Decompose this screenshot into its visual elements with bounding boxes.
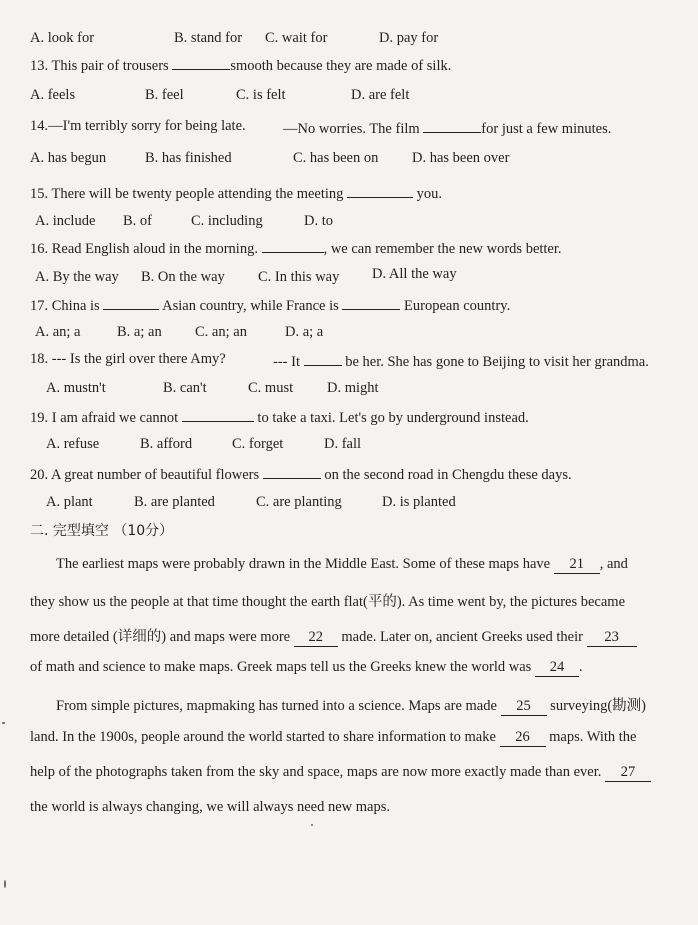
q16-option-b: B. On the way	[141, 269, 225, 285]
question-text: --- It	[273, 354, 300, 370]
q17-option-b: B. a; an	[117, 324, 162, 340]
blank-22: 22	[294, 629, 338, 647]
blank-23: 23	[587, 629, 637, 647]
question-text: smooth because they are made of silk.	[230, 58, 452, 74]
question-20	[30, 464, 572, 484]
question-text: , we can remember the new words better.	[323, 241, 562, 257]
answer-blank	[103, 295, 159, 310]
question-text: There will be twenty people attending the meeting	[51, 186, 344, 202]
q19-option-a: A. refuse	[46, 436, 100, 452]
passage-text: The earliest maps were probably drawn in the Middle East. Some of these maps have	[56, 556, 551, 572]
section-heading-cloze: 二. 完型填空 （10分）	[30, 523, 174, 539]
q20-option-b: B. are planted	[134, 494, 215, 510]
question-text: --- Is the girl over there Amy?	[51, 351, 226, 367]
passage-line	[30, 729, 637, 747]
blank-27: 27	[605, 764, 651, 782]
passage-text: surveying(勘测)	[550, 698, 647, 714]
answer-blank	[347, 183, 413, 198]
answer-blank	[423, 118, 481, 133]
answer-blank	[182, 407, 254, 422]
answer-blank	[304, 351, 342, 366]
question-text: on the second road in Chengdu these days.	[324, 467, 572, 483]
blank-25: 25	[501, 698, 547, 716]
question-number: 20.	[30, 467, 49, 483]
q18-option-a: A. mustn't	[46, 380, 106, 396]
question-number: 18.	[30, 351, 49, 367]
q19-option-d: D. fall	[324, 436, 362, 452]
q17-option-a: A. an; a	[35, 324, 81, 340]
q12-option-b: B. stand for	[174, 30, 243, 46]
q19-option-c: C. forget	[232, 436, 284, 452]
q20-option-d: D. is planted	[382, 494, 456, 510]
question-text: Read English aloud in the morning.	[51, 241, 258, 257]
q14-option-b: B. has finished	[145, 150, 232, 166]
passage-text: maps. With the	[549, 729, 637, 745]
question-17	[30, 295, 510, 315]
passage-text: help of the photographs taken from the sky and space, maps are now more exactly made than ever.	[30, 764, 602, 780]
question-text: to take a taxi. Let's go by underground instead.	[257, 410, 529, 426]
passage-line	[56, 556, 628, 574]
question-text: I am afraid we cannot	[51, 410, 179, 426]
passage-text: of math and science to make maps. Greek maps tell us the Greeks knew the world was	[30, 659, 532, 675]
question-18	[30, 351, 226, 368]
passage-text: , and	[599, 556, 628, 572]
question-15	[30, 183, 442, 203]
q16-option-a: A. By the way	[35, 269, 119, 285]
q15-option-b: B. of	[123, 213, 152, 229]
q13-option-d: D. are felt	[351, 87, 410, 103]
q17-option-d: D. a; a	[285, 324, 324, 340]
question-19	[30, 407, 529, 427]
question-number: 17.	[30, 298, 49, 314]
passage-text: made. Later on, ancient Greeks used their	[341, 629, 583, 645]
question-text: —I'm terribly sorry for being late.	[48, 118, 246, 134]
question-18-reply	[273, 351, 649, 371]
question-text: European country.	[404, 298, 511, 314]
question-text: China is	[51, 298, 100, 314]
q14-option-d: D. has been over	[412, 150, 510, 166]
question-text: be her. She has gone to Beijing to visit her grandma.	[345, 354, 649, 370]
q15-option-d: D. to	[304, 213, 333, 229]
passage-line: they show us the people at that time thought the earth flat(平的). As time went by, the pictures became	[30, 594, 626, 610]
question-number: 19.	[30, 410, 49, 426]
question-number: 16.	[30, 241, 49, 257]
question-13	[30, 55, 451, 75]
q12-option-a: A. look for	[30, 30, 95, 46]
question-number: 14.	[30, 118, 49, 134]
passage-text: more detailed (详细的) and maps were more	[30, 629, 291, 645]
q16-option-c: C. In this way	[258, 269, 340, 285]
q13-option-b: B. feel	[145, 87, 184, 103]
scan-speck	[311, 824, 313, 826]
question-text: This pair of trousers	[51, 58, 169, 74]
answer-blank	[172, 55, 230, 70]
q16-option-d: D. All the way	[372, 266, 457, 282]
passage-line	[30, 625, 637, 647]
answer-blank	[262, 238, 324, 253]
blank-21: 21	[554, 556, 600, 574]
q18-option-d: D. might	[327, 380, 379, 396]
question-text: Asian country, while France is	[162, 298, 339, 314]
scan-speck	[2, 722, 5, 724]
q13-option-a: A. feels	[30, 87, 76, 103]
passage-line	[56, 694, 646, 716]
q12-option-c: C. wait for	[265, 30, 328, 46]
q18-option-b: B. can't	[163, 380, 207, 396]
q14-option-c: C. has been on	[293, 150, 379, 166]
question-text: you.	[416, 186, 443, 202]
answer-blank	[263, 464, 321, 479]
q13-option-c: C. is felt	[236, 87, 286, 103]
q17-option-c: C. an; an	[195, 324, 247, 340]
passage-text: .	[578, 659, 583, 675]
question-number: 13.	[30, 58, 49, 74]
q12-option-d: D. pay for	[379, 30, 439, 46]
passage-text: land. In the 1900s, people around the world started to share information to make	[30, 729, 496, 745]
passage-text: From simple pictures, mapmaking has turned into a science. Maps are made	[56, 698, 497, 714]
question-text: A great number of beautiful flowers	[50, 467, 260, 483]
q15-option-c: C. including	[191, 213, 263, 229]
blank-24: 24	[535, 659, 579, 677]
passage-line	[30, 659, 583, 677]
question-16	[30, 238, 562, 258]
q20-option-c: C. are planting	[256, 494, 342, 510]
question-number: 15.	[30, 186, 49, 202]
question-14-reply	[283, 118, 611, 138]
answer-blank	[342, 295, 400, 310]
q18-option-c: C. must	[248, 380, 294, 396]
q20-option-a: A. plant	[46, 494, 93, 510]
question-text: for just a few minutes.	[481, 121, 612, 137]
question-14	[30, 118, 246, 135]
passage-line: the world is always changing, we will always need new maps.	[30, 799, 390, 815]
scan-speck	[4, 880, 6, 888]
q15-option-a: A. include	[35, 213, 96, 229]
q19-option-b: B. afford	[140, 436, 193, 452]
blank-26: 26	[500, 729, 546, 747]
q14-option-a: A. has begun	[30, 150, 107, 166]
question-text: —No worries. The film	[283, 121, 420, 137]
passage-line	[30, 764, 651, 782]
